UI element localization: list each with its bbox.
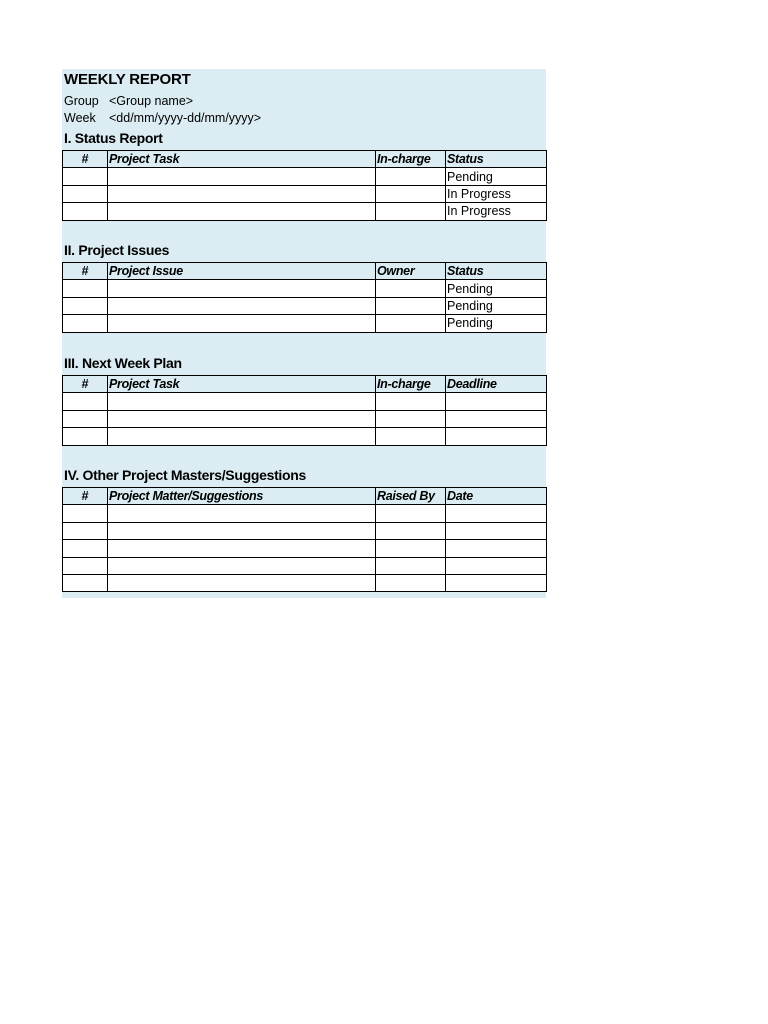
- table-cell[interactable]: [376, 297, 446, 314]
- group-label: Group: [64, 94, 99, 108]
- report-title: WEEKLY REPORT: [64, 71, 191, 88]
- column-header: Status: [446, 151, 547, 168]
- table-cell[interactable]: [376, 574, 446, 591]
- status-report-table: [62, 150, 547, 221]
- column-header: #: [63, 488, 108, 505]
- table-cell[interactable]: [63, 168, 108, 185]
- table-cell[interactable]: [63, 393, 108, 410]
- table-cell[interactable]: [108, 410, 376, 427]
- column-header: Project Issue: [108, 263, 376, 280]
- table-cell[interactable]: [108, 168, 376, 185]
- table-row: [63, 574, 547, 591]
- table-cell[interactable]: [108, 540, 376, 557]
- table-cell[interactable]: [376, 505, 446, 522]
- table-cell[interactable]: [376, 280, 446, 297]
- table-cell[interactable]: [446, 574, 547, 591]
- table-cell[interactable]: [376, 185, 446, 202]
- table-row: [63, 168, 547, 185]
- table-cell[interactable]: [63, 315, 108, 332]
- table-cell[interactable]: [376, 428, 446, 445]
- other-matters-table: [62, 487, 547, 592]
- column-header: Project Matter/Suggestions: [108, 488, 376, 505]
- project-issues-title: II. Project Issues: [64, 242, 170, 258]
- table-row: [63, 540, 547, 557]
- column-header: #: [63, 151, 108, 168]
- table-cell[interactable]: [63, 557, 108, 574]
- table-cell[interactable]: [108, 393, 376, 410]
- table-cell[interactable]: [63, 185, 108, 202]
- table-row: [63, 410, 547, 427]
- project-issues-table: [62, 262, 547, 333]
- table-cell[interactable]: [446, 410, 547, 427]
- table-row: [63, 315, 547, 332]
- table-cell[interactable]: [63, 540, 108, 557]
- table-cell[interactable]: [376, 393, 446, 410]
- table-row: [63, 280, 547, 297]
- table-cell[interactable]: [108, 574, 376, 591]
- table-cell[interactable]: [63, 505, 108, 522]
- table-cell[interactable]: [108, 522, 376, 539]
- table-cell[interactable]: [63, 522, 108, 539]
- table-row: [63, 203, 547, 220]
- header-row: [63, 263, 547, 280]
- weekly-report: [62, 69, 546, 598]
- table-row: [63, 428, 547, 445]
- table-cell[interactable]: [63, 297, 108, 314]
- table-cell[interactable]: [108, 203, 376, 220]
- column-header: Raised By: [376, 488, 446, 505]
- table-cell[interactable]: [108, 297, 376, 314]
- table-cell[interactable]: Pending: [446, 280, 547, 297]
- table-cell[interactable]: [446, 522, 547, 539]
- header-row: [63, 376, 547, 393]
- table-row: [63, 505, 547, 522]
- table-row: [63, 393, 547, 410]
- table-cell[interactable]: [446, 557, 547, 574]
- week-value[interactable]: <dd/mm/yyyy-dd/mm/yyyy>: [109, 111, 262, 125]
- group-value[interactable]: <Group name>: [109, 94, 194, 108]
- table-cell[interactable]: Pending: [446, 297, 547, 314]
- table-cell[interactable]: [108, 280, 376, 297]
- table-cell[interactable]: [376, 557, 446, 574]
- table-cell[interactable]: [108, 505, 376, 522]
- table-cell[interactable]: [108, 557, 376, 574]
- table-cell[interactable]: [376, 168, 446, 185]
- table-cell[interactable]: [63, 410, 108, 427]
- table-row: [63, 297, 547, 314]
- week-label: Week: [64, 111, 96, 125]
- table-cell[interactable]: [63, 574, 108, 591]
- column-header: In-charge: [376, 376, 446, 393]
- next-week-plan-title: III. Next Week Plan: [64, 355, 182, 371]
- column-header: #: [63, 263, 108, 280]
- table-cell[interactable]: In Progress: [446, 203, 547, 220]
- column-header: Deadline: [446, 376, 547, 393]
- table-cell[interactable]: [446, 428, 547, 445]
- table-cell[interactable]: [376, 203, 446, 220]
- table-cell[interactable]: [108, 315, 376, 332]
- next-week-plan-table: [62, 375, 547, 446]
- header-row: [63, 151, 547, 168]
- column-header: #: [63, 376, 108, 393]
- table-cell[interactable]: [108, 185, 376, 202]
- table-cell[interactable]: In Progress: [446, 185, 547, 202]
- table-cell[interactable]: Pending: [446, 168, 547, 185]
- table-row: [63, 557, 547, 574]
- table-cell[interactable]: [376, 410, 446, 427]
- column-header: Project Task: [108, 376, 376, 393]
- table-cell[interactable]: [63, 428, 108, 445]
- table-cell[interactable]: Pending: [446, 315, 547, 332]
- column-header: Project Task: [108, 151, 376, 168]
- table-cell[interactable]: [446, 540, 547, 557]
- other-matters-title: IV. Other Project Masters/Suggestions: [64, 467, 307, 483]
- table-cell[interactable]: [108, 428, 376, 445]
- table-cell[interactable]: [63, 280, 108, 297]
- table-cell[interactable]: [376, 522, 446, 539]
- column-header: In-charge: [376, 151, 446, 168]
- table-row: [63, 522, 547, 539]
- table-cell[interactable]: [376, 315, 446, 332]
- table-cell[interactable]: [446, 505, 547, 522]
- table-cell[interactable]: [446, 393, 547, 410]
- empty-sheet-area: [0, 598, 768, 1024]
- table-cell[interactable]: [63, 203, 108, 220]
- column-header: Status: [446, 263, 547, 280]
- table-row: [63, 185, 547, 202]
- status-report-title: I. Status Report: [64, 130, 163, 146]
- header-row: [63, 488, 547, 505]
- column-header: Owner: [376, 263, 446, 280]
- column-header: Date: [446, 488, 547, 505]
- table-cell[interactable]: [376, 540, 446, 557]
